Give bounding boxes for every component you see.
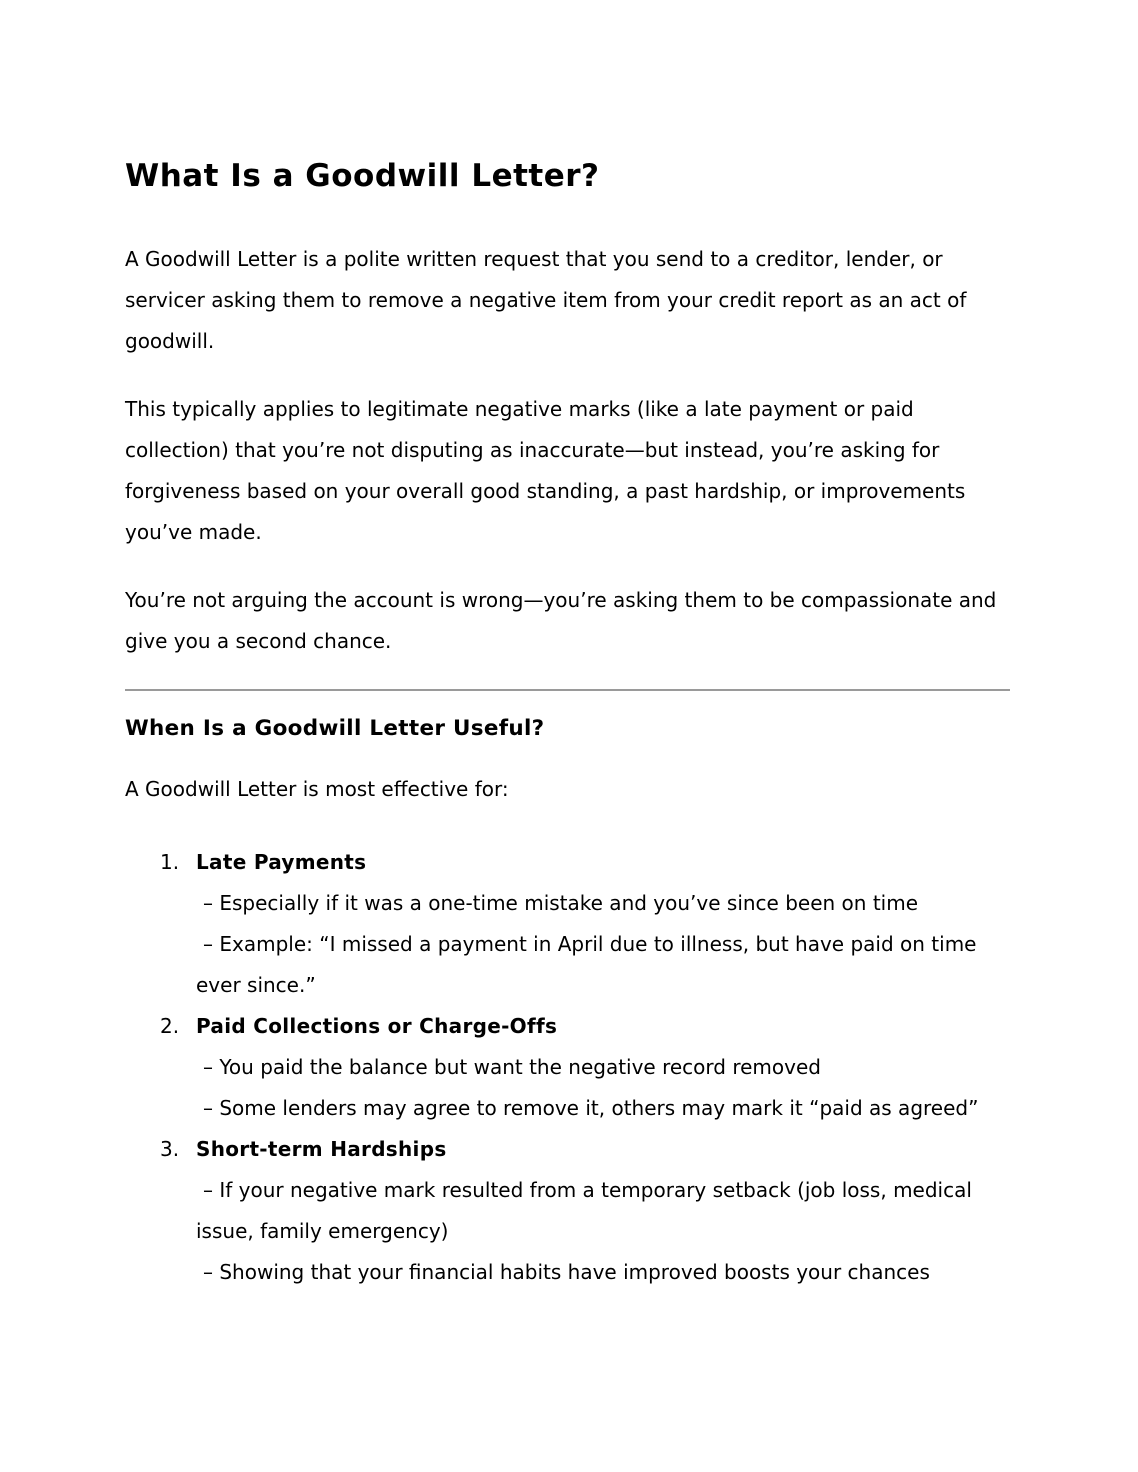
list-item-point: – Some lenders may agree to remove it, others may mark it “paid as agreed” — [203, 1096, 979, 1121]
section-intro: A Goodwill Letter is most effective for: — [125, 777, 509, 802]
list-item-point: – Example: “I missed a payment in April due to illness, but have paid on time ever since.” — [196, 932, 977, 998]
list-item-point: – You paid the balance but want the negative record removed — [203, 1055, 821, 1080]
list-item-point: – If your negative mark resulted from a temporary setback (job loss, medical issue, family emergency) — [196, 1178, 972, 1244]
list-item-body — [196, 1129, 1010, 1293]
numbered-list — [125, 842, 1010, 1293]
intro-paragraph-1: A Goodwill Letter is a polite written request that you send to a creditor, lender, or servicer asking them to remove a negative item from your credit report as an act of goodwill. — [125, 247, 967, 354]
document-title: What Is a Goodwill Letter? — [125, 158, 600, 194]
list-item-marker: 2. — [160, 1014, 180, 1039]
list-item-body — [196, 842, 1010, 1006]
list-item-point: – Showing that your financial habits have improved boosts your chances — [203, 1260, 930, 1285]
list-item — [160, 842, 1010, 1006]
intro-paragraph-3: You’re not arguing the account is wrong—you’re asking them to be compassionate and give you a second chance. — [125, 588, 997, 654]
intro-paragraph-2: This typically applies to legitimate negative marks (like a late payment or paid collection) that you’re not disputing as inaccurate—but instead, you’re asking for forgiveness based on your overall good standing, a past hardship, or improvements you’ve made. — [125, 397, 966, 545]
list-item-marker: 3. — [160, 1137, 180, 1162]
section-heading: When Is a Goodwill Letter Useful? — [125, 716, 545, 742]
list-item-point: – Especially if it was a one-time mistake and you’ve since been on time — [203, 891, 918, 916]
list-item-title: Late Payments — [196, 850, 367, 875]
list-item-marker: 1. — [160, 850, 180, 875]
list-item — [160, 1006, 1010, 1129]
horizontal-divider — [125, 689, 1010, 691]
list-item-body — [196, 1006, 1010, 1129]
list-item — [160, 1129, 1010, 1293]
list-item-title: Short-term Hardships — [196, 1137, 447, 1162]
list-item-title: Paid Collections or Charge-Offs — [196, 1014, 558, 1039]
